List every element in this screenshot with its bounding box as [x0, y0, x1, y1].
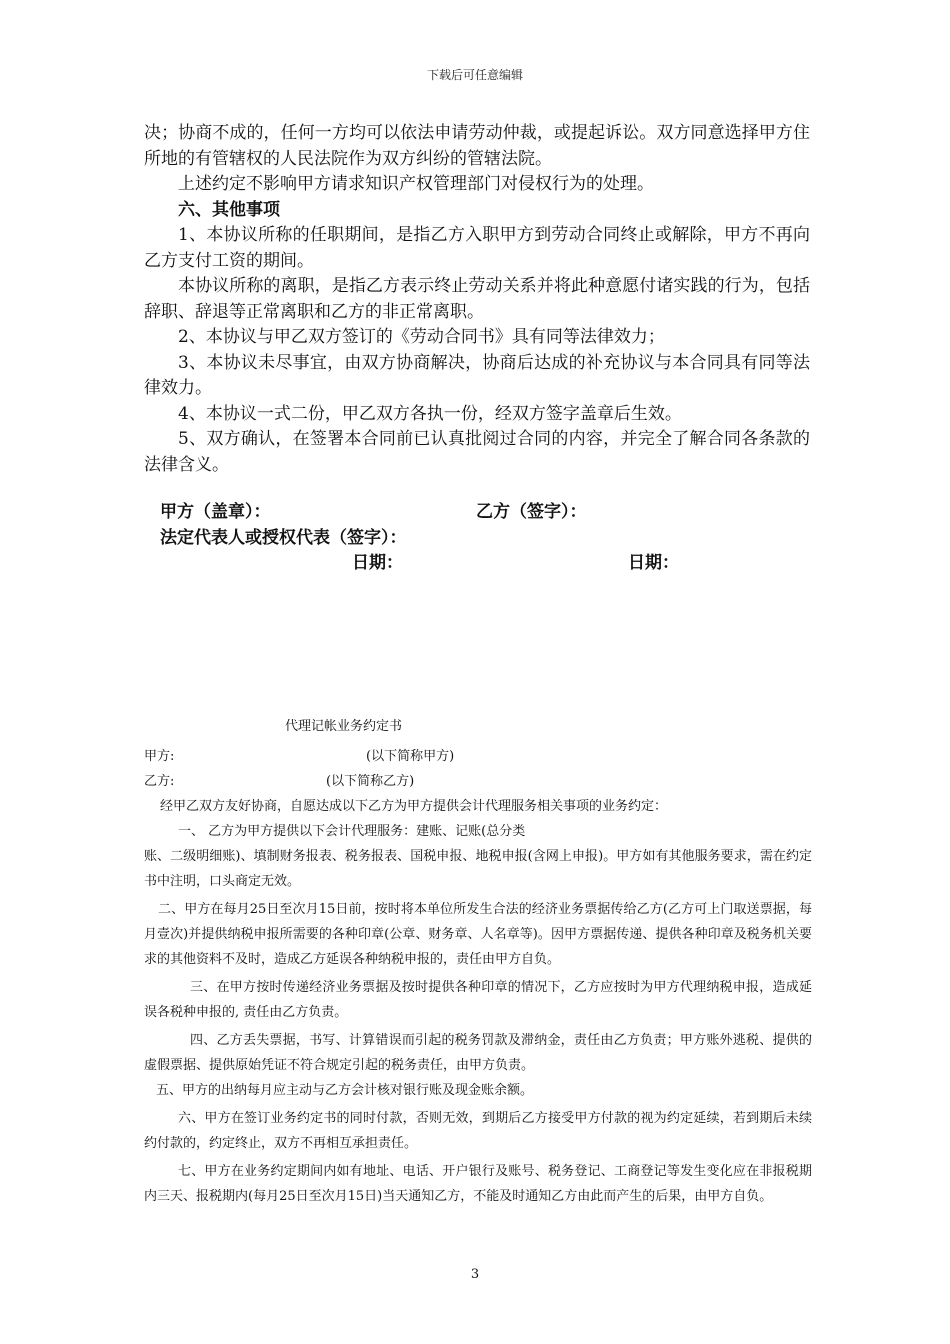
page-number: 3 [470, 1267, 480, 1282]
clause-six: 六、甲方在签订业务约定书的同时付款，否则无效，到期后乙方接受甲方付款的视为约定延续，若到期后未续约付款的，约定终止，双方不再相互承担责任。 [144, 1111, 812, 1151]
bookkeeping-agreement-title: 代理记帐业务约定书 [285, 719, 403, 734]
party-b-line [144, 769, 812, 794]
clause-two: 二、甲方在每月25日至次月15日前，按时将本单位所发生合法的经济业务票据传给乙方(乙方可上门取送票据，每月壹次)并提供纳税申报所需要的各种印章(公章、财务章、人名章等)。因甲方票据传递、提供各种印章及税务机关要求的其他资料不及时，造成乙方延误各种纳税申报的，责任由甲方自负。 [144, 902, 812, 967]
clause-one-start: 一、 乙方为甲方提供以下会计代理服务：建账、记账(总分类 [178, 824, 526, 839]
party-a-note: (以下简称甲方) [366, 749, 455, 764]
clause-three: 三、在甲方按时传递经济业务票据及按时提供各种印章的情况下，乙方应按时为甲方代理纳税申报，造成延误各税种申报的, 责任由乙方负责。 [144, 980, 812, 1020]
paragraph-ip: 上述约定不影响甲方请求知识产权管理部门对侵权行为的处理。 [178, 174, 654, 194]
clause-four: 四、乙方丢失票据，书写、计算错误而引起的税务罚款及滞纳金，责任由乙方负责；甲方账外逃税、提供的虚假票据、提供原始凭证不符合规定引起的税务责任，由甲方负责。 [144, 1033, 812, 1073]
clause-1-resignation: 本协议所称的离职，是指乙方表示终止劳动关系并将此种意愿付诸实践的行为，包括辞职、辞退等正常离职和乙方的非正常离职。 [144, 276, 810, 322]
paragraph-dispute: 决；协商不成的，任何一方均可以依法申请劳动仲裁，或提起诉讼。双方同意选择甲方住所地的有管辖权的人民法院作为双方纠纷的管辖法院。 [144, 123, 810, 169]
party-a-seal-label: 甲方（盖章）： [160, 502, 271, 522]
clause-3: 3、本协议未尽事宜，由双方协商解决，协商后达成的补充协议与本合同具有同等法律效力。 [144, 352, 810, 398]
clause-4: 4、本协议一式二份，甲乙双方各执一份，经双方签字盖章后生效。 [178, 403, 682, 424]
agreement-section [144, 121, 810, 478]
clause-1: 1、本协议所称的任职期间，是指乙方入职甲方到劳动合同终止或解除，甲方不再向乙方支付工资的期间。 [144, 225, 810, 271]
party-a-line [144, 744, 812, 769]
party-b-note: (以下简称乙方) [326, 774, 415, 789]
party-b-label: 乙方: [144, 774, 175, 789]
clause-5: 5、双方确认，在签署本合同前已认真批阅过合同的内容，并完全了解合同各条款的法律含义。 [144, 429, 810, 475]
bookkeeping-agreement [144, 744, 812, 1209]
section-heading: 六、其他事项 [178, 199, 280, 220]
party-a-label: 甲方: [144, 749, 175, 764]
party-b-date-label: 日期： [628, 553, 679, 573]
clause-one-cont: 账、二级明细账)、填制财务报表、税务报表、国税申报、地税申报(含网上申报)。甲方如有其他服务要求，需在约定书中注明，口头商定无效。 [144, 849, 812, 889]
clause-five: 五、甲方的出纳每月应主动与乙方会计核对银行账及现金账余额。 [156, 1083, 534, 1098]
clause-seven: 七、甲方在业务约定期间内如有地址、电话、开户银行及账号、税务登记、工商登记等发生变化应在非报税期内三天、报税期内(每月25日至次月15日)当天通知乙方，不能及时通知乙方由此而产生的后果，由甲方自负。 [144, 1164, 812, 1204]
clause-2: 2、本协议与甲乙双方签订的《劳动合同书》具有同等法律效力； [178, 327, 665, 347]
page-header: 下载后可任意编辑 [426, 68, 523, 82]
party-b-sign-label: 乙方（签字）： [476, 502, 587, 522]
legal-representative-label: 法定代表人或授权代表（签字）： [160, 528, 407, 548]
agreement-intro: 经甲乙双方友好协商，自愿达成以下乙方为甲方提供会计代理服务相关事项的业务约定： [160, 799, 668, 814]
party-a-date-label: 日期： [352, 553, 403, 573]
